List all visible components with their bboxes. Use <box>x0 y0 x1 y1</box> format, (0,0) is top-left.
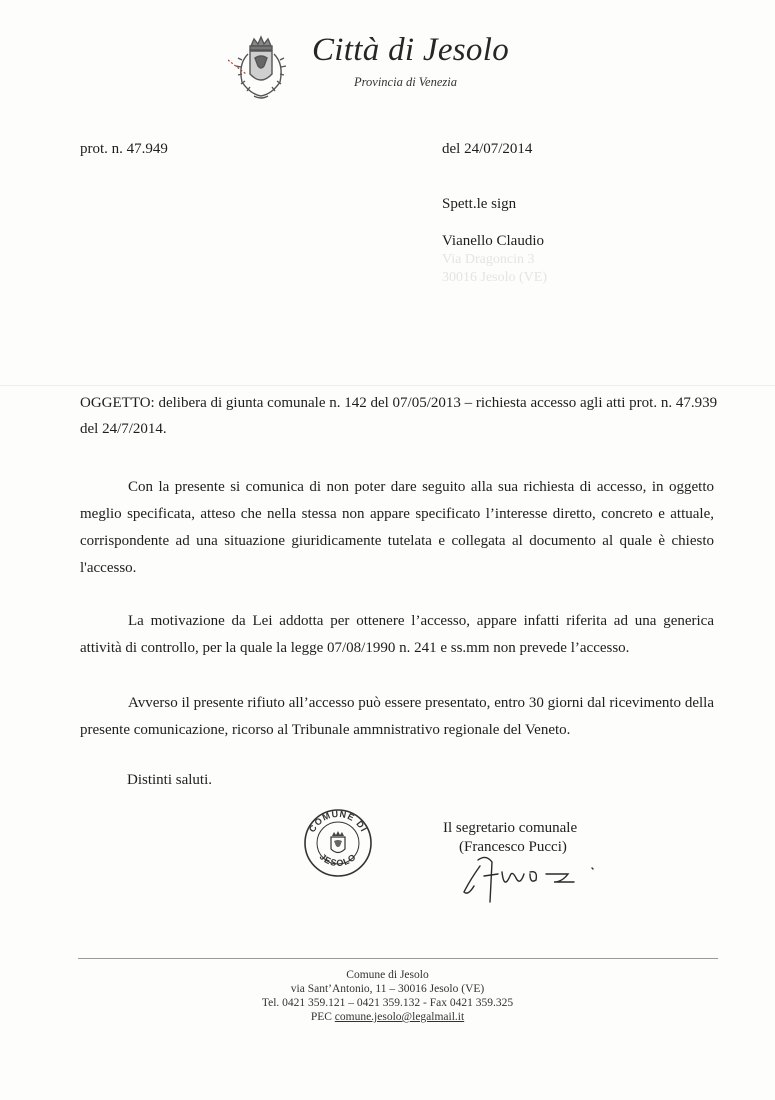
handwritten-signature <box>458 852 608 906</box>
seal-text-top: COMUNE DI <box>306 808 370 834</box>
footer-pec-line <box>0 1010 775 1024</box>
signatory-name: (Francesco Pucci) <box>459 839 567 855</box>
recipient-name: Vianello Claudio <box>442 233 544 249</box>
province-name: Provincia di Venezia <box>354 75 457 89</box>
footer-pec-label: PEC <box>310 1011 332 1023</box>
svg-text:COMUNE DI <box>307 809 369 834</box>
pec-email-link[interactable]: comune.jesolo@legalmail.it <box>334 1011 465 1023</box>
footer-address-block <box>0 968 775 1024</box>
footer-phone-fax: Tel. 0421 359.121 – 0421 359.132 - Fax 0421 359.325 <box>261 997 514 1009</box>
recipient-city-redacted: 30016 Jesolo (VE) <box>442 270 547 285</box>
recipient-address-redacted: Via Dragoncin 3 <box>442 252 535 267</box>
footer-street-address: via Sant’Antonio, 11 – 30016 Jesolo (VE) <box>290 983 485 995</box>
coat-of-arms-icon <box>228 34 294 104</box>
subject-line: OGGETTO: delibera di giunta comunale n. 142 del 07/05/2013 – richiesta accesso agli atti prot. n. 47.939 del 24/7/2014. <box>80 395 718 437</box>
footer-divider <box>78 958 718 959</box>
city-name: Città di Jesolo <box>312 32 509 68</box>
body-paragraph-2: La motivazione da Lei addotta per ottenere l’accesso, appare infatti riferita ad una generica attività di controllo, per la quale la legge 07/08/1990 n. 241 e ss.mm non prevede l’accesso. <box>80 613 714 656</box>
paper-fold-line <box>0 385 775 386</box>
closing-greeting: Distinti saluti. <box>127 772 213 788</box>
svg-text:JESOLO <box>318 851 359 868</box>
protocol-number: prot. n. 47.949 <box>80 141 168 157</box>
body-paragraph-3: Avverso il presente rifiuto all’accesso può essere presentato, entro 30 giorni dal ricevimento della presente comunicazione, ricorso al Tribunale ammnistrativo regionale del Veneto. <box>80 695 714 738</box>
letter-date: del 24/07/2014 <box>442 141 533 157</box>
signatory-role: Il segretario comunale <box>443 820 578 836</box>
seal-text-bottom: JESOLO <box>317 851 359 869</box>
body-paragraph-1: Con la presente si comunica di non poter dare seguito alla sua richiesta di accesso, in oggetto meglio specificata, atteso che nella stessa non appare specificato l’interesse diretto, concreto e attuale, corrispondente ad una situazione giuridicamente tutelata e collegata al documento al quale è chiesto l'accesso. <box>80 479 714 576</box>
footer-organization: Comune di Jesolo <box>346 969 429 981</box>
recipient-salutation: Spett.le sign <box>442 196 517 212</box>
municipal-seal-stamp <box>303 808 373 878</box>
